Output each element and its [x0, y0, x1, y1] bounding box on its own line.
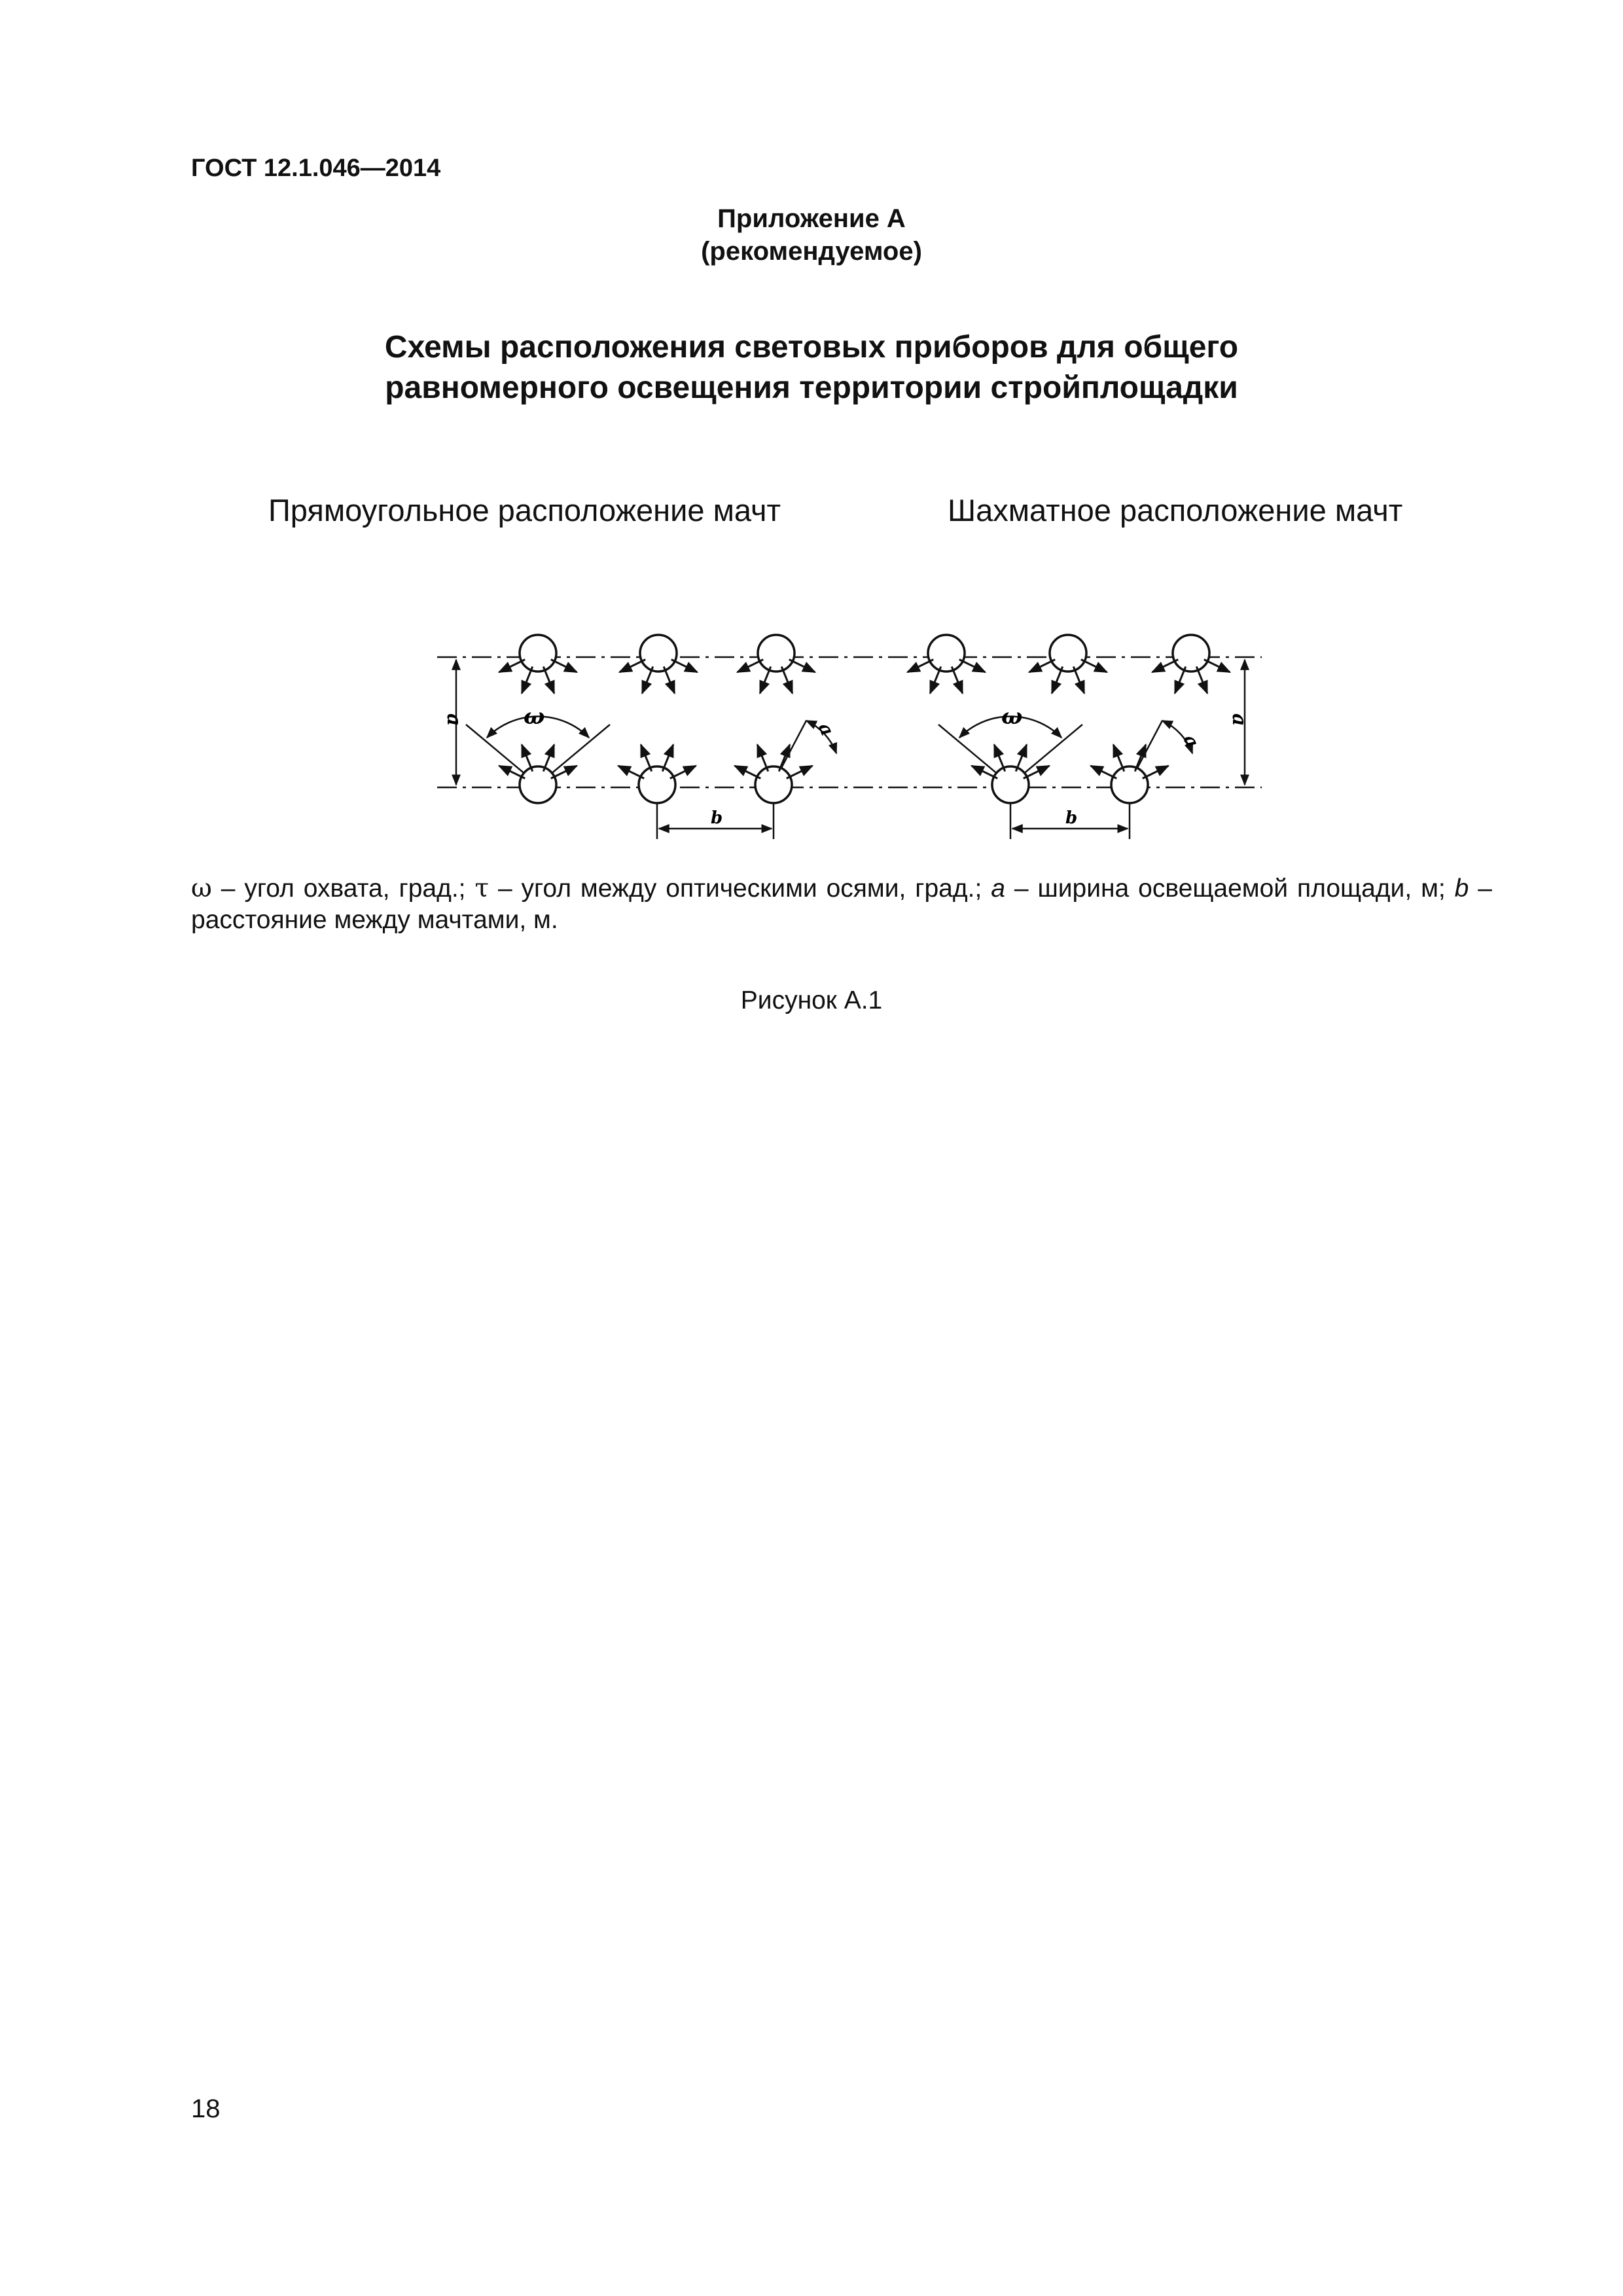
figure-lines — [437, 657, 1262, 839]
bottom-left-mast-2-ray-2 — [641, 745, 651, 772]
top-mast-4-ray-3 — [952, 666, 962, 693]
top-mast-6 — [1152, 635, 1230, 693]
bottom-left-mast-3-circle — [755, 766, 792, 803]
bottom-left-mast-2 — [618, 745, 696, 803]
top-mast-5-ray-4 — [1081, 660, 1107, 672]
top-mast-2-ray-3 — [664, 666, 674, 693]
bottom-left-mast-1-ray-4 — [551, 766, 577, 778]
top-mast-1-ray-3 — [543, 666, 554, 693]
top-mast-3-circle — [758, 635, 794, 672]
top-mast-4-ray-4 — [959, 660, 986, 672]
standard-designation: ГОСТ 12.1.046—2014 — [191, 154, 441, 182]
top-mast-6-ray-1 — [1152, 660, 1179, 672]
top-mast-1-ray-2 — [522, 666, 532, 693]
figure-caption: Рисунок А.1 — [740, 986, 883, 1014]
top-mast-6-ray-2 — [1175, 666, 1185, 693]
top-mast-1 — [499, 635, 577, 693]
top-mast-3-ray-2 — [760, 666, 770, 693]
bottom-left-mast-3 — [735, 745, 813, 803]
bottom-right-mast-2-ray-2 — [1113, 745, 1124, 772]
figure-legend — [191, 873, 1492, 936]
top-mast-4-circle — [928, 635, 965, 672]
legend-b-text: – расстояние между мачтами, м. — [191, 874, 1492, 934]
top-mast-4 — [908, 635, 986, 693]
bottom-left-mast-1-ray-1 — [499, 766, 526, 778]
legend-a-text: – ширина освещаемой площади, м; — [1005, 874, 1455, 903]
bottom-left-mast-1-ray-3 — [543, 745, 554, 772]
dim-label-b-right: b — [1065, 808, 1078, 828]
top-mast-3 — [738, 635, 815, 693]
angle-label-tau-right: а — [1179, 731, 1204, 751]
legend-a-symbol: а — [991, 874, 1005, 903]
angle-label-tau-left: а — [813, 719, 839, 740]
top-mast-4-ray-1 — [908, 660, 934, 672]
bottom-left-mast-1-ray-2 — [522, 745, 532, 772]
top-mast-3-ray-1 — [738, 660, 764, 672]
annex-status: (рекомендуемое) — [701, 237, 922, 266]
dim-label-a-left: а — [442, 713, 465, 726]
top-mast-5-ray-2 — [1052, 666, 1062, 693]
top-mast-4-ray-2 — [930, 666, 940, 693]
bottom-right-mast-2-ray-4 — [1143, 766, 1169, 778]
bottom-right-mast-1-circle — [992, 766, 1029, 803]
tau-angle-right-ray — [1136, 721, 1162, 770]
figure-masts — [499, 635, 1230, 803]
dim-label-a-right: а — [1228, 713, 1251, 726]
top-mast-6-circle — [1173, 635, 1209, 672]
bottom-left-mast-3-ray-3 — [779, 745, 789, 772]
bottom-right-mast-2-ray-1 — [1091, 766, 1117, 778]
bottom-left-mast-3-ray-4 — [787, 766, 813, 778]
bottom-left-mast-1 — [499, 745, 577, 803]
legend-omega-symbol: ω — [191, 874, 212, 903]
rectangular-layout-label: Прямоугольное расположение мачт — [268, 493, 781, 528]
angle-label-omega-right: ω — [1001, 704, 1023, 730]
top-mast-3-ray-3 — [781, 666, 792, 693]
staggered-layout-label: Шахматное расположение мачт — [948, 493, 1403, 528]
bottom-left-mast-2-ray-3 — [662, 745, 673, 772]
legend-omega-text: – угол охвата, град.; — [211, 874, 475, 903]
document-title-line-2: равномерного освещения территории стройплощадки — [385, 370, 1238, 405]
bottom-right-mast-1-ray-2 — [994, 745, 1005, 772]
legend-tau-text: – угол между оптическими осями, град.; — [489, 874, 991, 903]
top-mast-2 — [620, 635, 698, 693]
annex-title: Приложение А — [717, 204, 906, 233]
bottom-left-mast-1-circle — [520, 766, 556, 803]
angle-label-omega-left: ω — [524, 704, 545, 730]
bottom-right-mast-1-ray-4 — [1024, 766, 1050, 778]
bottom-right-mast-2 — [1091, 745, 1169, 803]
top-mast-5-ray-1 — [1029, 660, 1056, 672]
bottom-left-mast-2-circle — [639, 766, 675, 803]
top-mast-5 — [1029, 635, 1107, 693]
mast-layout-diagram — [0, 602, 1623, 851]
dim-label-b-left: b — [711, 808, 723, 828]
top-mast-2-circle — [640, 635, 677, 672]
bottom-left-mast-3-ray-2 — [757, 745, 768, 772]
bottom-right-mast-1 — [972, 745, 1050, 803]
top-mast-1-ray-1 — [499, 660, 526, 672]
top-mast-1-circle — [520, 635, 556, 672]
top-mast-6-ray-3 — [1196, 666, 1207, 693]
bottom-right-mast-1-ray-3 — [1016, 745, 1026, 772]
legend-tau-symbol: τ — [474, 874, 490, 903]
tau-angle-left-ray — [780, 721, 806, 770]
document-title-line-1: Схемы расположения световых приборов для общего — [384, 330, 1239, 365]
bottom-left-mast-2-ray-1 — [618, 766, 645, 778]
top-mast-2-ray-4 — [671, 660, 698, 672]
bottom-left-mast-3-ray-1 — [735, 766, 761, 778]
bottom-left-mast-2-ray-4 — [670, 766, 696, 778]
top-mast-6-ray-4 — [1204, 660, 1230, 672]
bottom-right-mast-1-ray-1 — [972, 766, 998, 778]
top-mast-5-circle — [1050, 635, 1086, 672]
top-mast-2-ray-1 — [620, 660, 646, 672]
top-mast-2-ray-2 — [642, 666, 652, 693]
bottom-right-mast-2-circle — [1111, 766, 1148, 803]
top-mast-3-ray-4 — [789, 660, 815, 672]
page-number: 18 — [191, 2094, 221, 2123]
top-mast-1-ray-4 — [551, 660, 577, 672]
top-mast-5-ray-3 — [1073, 666, 1084, 693]
legend-b-symbol: b — [1454, 874, 1469, 903]
bottom-right-mast-2-ray-3 — [1135, 745, 1145, 772]
